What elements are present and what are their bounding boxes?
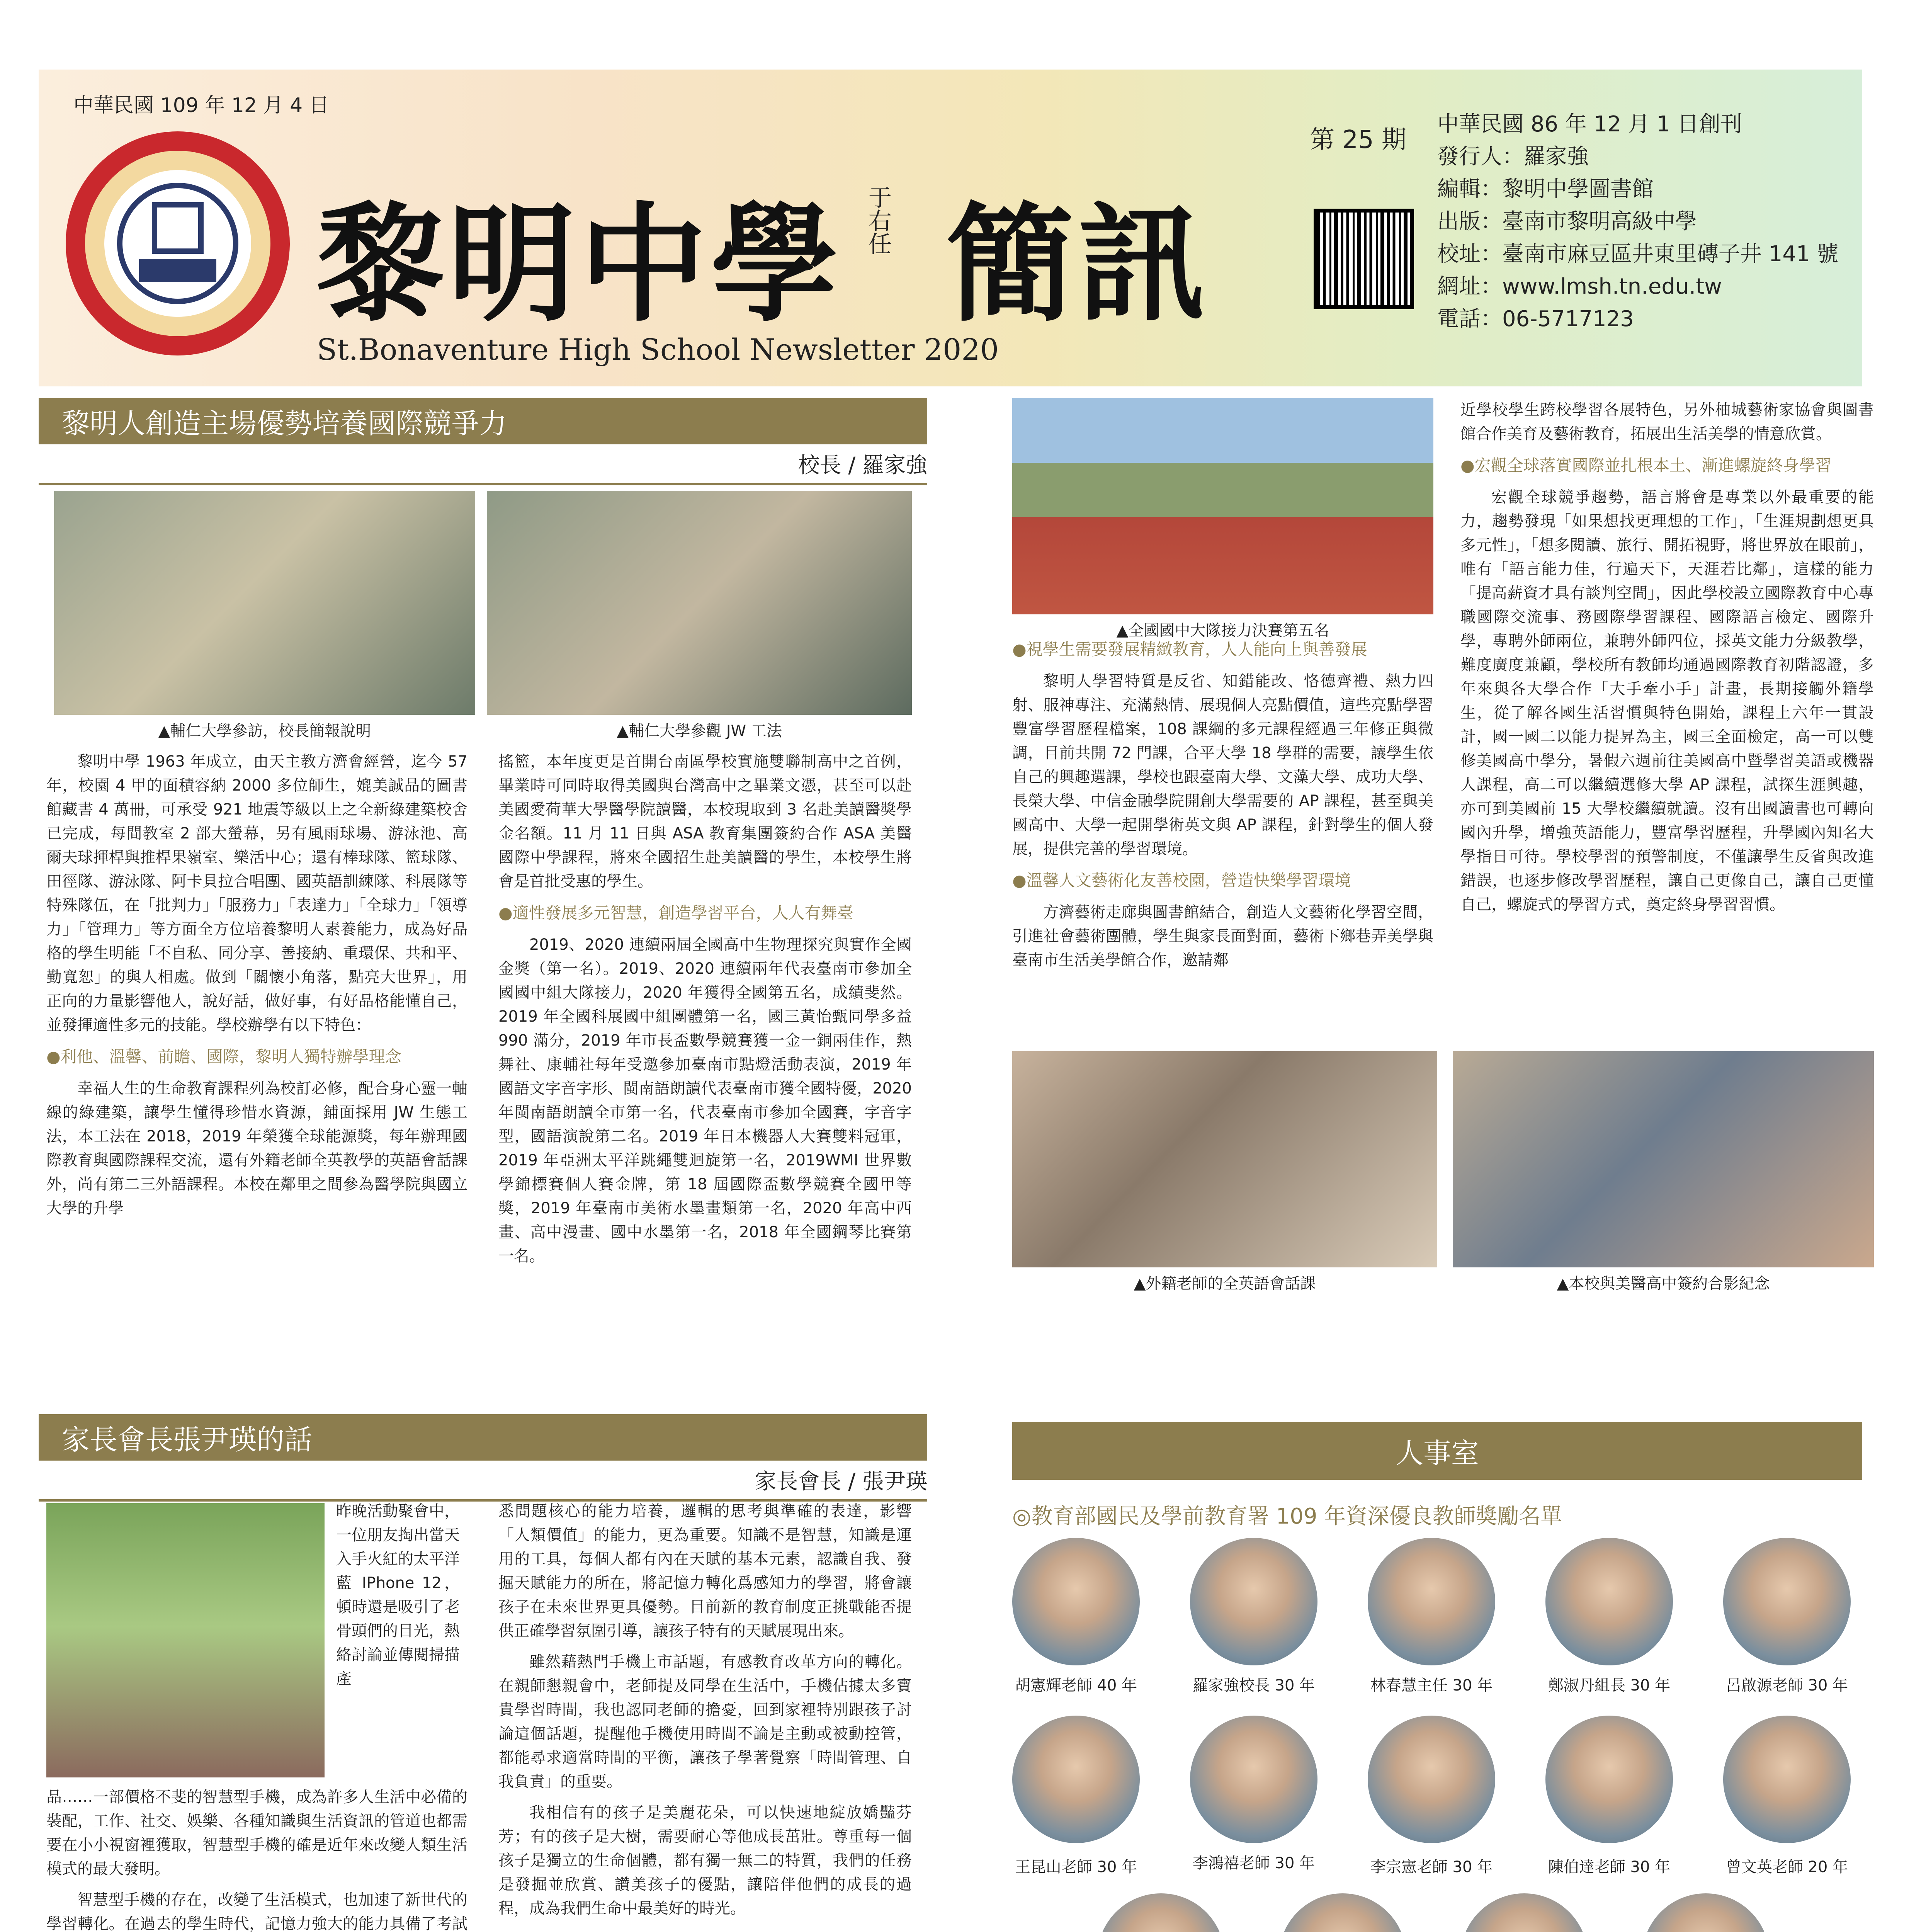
info-founded: 中華民國 86 年 12 月 1 日創刊 — [1437, 112, 1742, 137]
parent-column-1 — [46, 1785, 467, 1932]
principal-column-2 — [498, 750, 912, 1283]
paragraph: 智慧型手機的存在，改變了生活模式，也加速了新世代的學習轉化。在過去的學生時代，記憶力強大的能力具備了考試 — [46, 1891, 467, 1932]
teacher-name: 李鴻禧老師 30 年 — [1192, 1854, 1315, 1872]
newsletter-subtitle: St.Bonaventure High School Newsletter 2020 — [317, 332, 999, 367]
info-publisher: 發行人：羅家強 — [1437, 144, 1589, 169]
subheading: ●溫馨人文藝術化友善校園，營造快樂學習環境 — [1012, 871, 1351, 890]
photo-signing-ceremony — [1453, 1051, 1874, 1267]
subheading: ●利他、溫馨、前瞻、國際，黎明人獨特辦學理念 — [46, 1047, 401, 1066]
teacher-photo — [1368, 1716, 1495, 1843]
paragraph: 品……一部價格不斐的智慧型手機，成為許多人生活中必備的裝配，工作、社交、娛樂、各種知識與生活資訊的管道也都需要在小小視窗裡獲取，智慧型手機的確是近年來改變人類生活模式的最大發明。 — [46, 1788, 467, 1878]
subheading: ●宏觀全球落實國際並扎根本土、漸進螺旋終身學習 — [1460, 456, 1832, 475]
photo-parent-chair — [46, 1503, 325, 1777]
principal-author: 校長 / 羅家強 — [39, 448, 927, 485]
teacher-photo — [1012, 1716, 1140, 1843]
teacher-name: 羅家強校長 30 年 — [1192, 1677, 1315, 1694]
paragraph: 2019、2020 連續兩屆全國高中生物理探究與實作全國金獎（第一名）。2019、2020 連續兩年代表臺南市參加全國國中組大隊接力，2020 年獲得全國第五名，成績斐然。2019 年全國科展國中組團體第一名，國三黃怡甄同學多益 990 滿分，2019 年市長盃數學競賽獲一金一銅兩佳作，熱舞社、康輔社每年受邀參加臺南市點燈活動表演，2019 年國語文字音字形、閩南語朗讀代表臺南市獲全國特優，2020 年閩南語朗讀全市第一名，代表臺南市參加全國賽，字音字型，國語演說第二名。2019 年日本機器人大賽雙料冠軍，2019 年亞洲太平洋跳繩雙迴旋第一名，2019WMI 世界數學錦標賽個人賽金牌，第 18 屆國際盃數學競賽全國甲等獎，2019 年臺南市美術水墨畫類第一名，2020 年高中西畫、高中漫畫、國中水墨第一名，2018 年全國鋼琴比賽第一名。 — [498, 936, 912, 1265]
publication-info — [1437, 108, 1839, 335]
caption-english-class: ▲外籍老師的全英語會話課 — [1134, 1275, 1316, 1293]
teacher-photo — [1190, 1716, 1317, 1843]
caption-relay: ▲全國國中大隊接力決賽第五名 — [1116, 622, 1329, 639]
teacher-name: 陳伯達老師 30 年 — [1548, 1858, 1671, 1876]
teacher-name: 胡憲輝老師 40 年 — [1015, 1677, 1137, 1694]
newsletter-title: 黎明中學 — [317, 189, 842, 339]
paragraph: 我相信有的孩子是美麗花朵，可以快速地綻放嬌豔芬芳；有的孩子是大樹，需要耐心等他成長茁壯。尊重每一個孩子是獨立的生命個體，都有獨一無二的特質，我們的任務是發掘並欣賞、讚美孩子的優點，讓陪伴他們的成長的過程，成為我們生命中最美好的時光。 — [498, 1804, 912, 1917]
teacher-photo — [1723, 1716, 1851, 1843]
qr-code-icon[interactable] — [1314, 209, 1414, 309]
teacher-photo — [1190, 1538, 1317, 1665]
teacher-photo — [1460, 1893, 1588, 1932]
paragraph: 方濟藝術走廊與圖書館結合，創造人文藝術化學習空間，引進社會藝術團體，學生與家長面對面，藝術下鄉巷弄美學與臺南市生活美學館合作，邀請鄰 — [1012, 903, 1433, 969]
teacher-photo — [1097, 1893, 1225, 1932]
teacher-photo — [1545, 1716, 1673, 1843]
paragraph: 近學校學生跨校學習各展特色，另外柚城藝術家協會與圖書館合作美育及藝術教育，拓展出生活美學的情意欣賞。 — [1460, 401, 1874, 443]
teacher-photo — [1012, 1538, 1140, 1665]
teacher-photo — [1723, 1538, 1851, 1665]
teacher-award-title: ◎教育部國民及學前教育署 109 年資深優良教師獎勵名單 — [1012, 1504, 1562, 1529]
newsletter-title-right: 簡訊 — [947, 189, 1209, 339]
paragraph: 幸福人生的生命教育課程列為校訂必修，配合身心靈一軸線的綠建築，讓學生懂得珍惜水資源，鋪面採用 JW 生態工法，本工法在 2018，2019 年榮獲全球能源獎，每年辦理國際教育與國際課程交流，還有外籍老師全英教學的英語會話課外，尚有第二三外語課程。本校在鄰里之間參為醫學院與國立大學的升學 — [46, 1080, 467, 1217]
issue-number: 第 25 期 — [1310, 126, 1407, 154]
teacher-photo — [1642, 1893, 1770, 1932]
caption-fu-jen: ▲輔仁大學參訪，校長簡報說明 — [158, 722, 371, 740]
subheading: ●視學生需要發展精緻教育，人人能向上與善發展 — [1012, 640, 1367, 659]
parent-side-text: 昨晚活動聚會中，一位朋友掏出當天入手火紅的太平洋藍 IPhone 12，頓時還是吸引了老骨頭們的目光，熱絡討論並傳閱掃描產 — [336, 1502, 460, 1688]
paragraph: 悉問題核心的能力培養，邏輯的思考與準確的表達，影響「人類價值」的能力，更為重要。知識不是智慧，知識是運用的工具，每個人都有內在天賦的基本元素，認識自我、發掘天賦能力的所在，將記憶力轉化爲感知力的學習，將會讓孩子在未來世界更具優勢。目前新的教育制度正挑戰能否提供正確學習氛圍引導，讓孩子特有的天賦展現出來。 — [498, 1502, 912, 1640]
principal-column-3 — [1012, 638, 1433, 1032]
teacher-name: 林春慧主任 30 年 — [1370, 1677, 1493, 1694]
caption-signing: ▲本校與美醫高中簽約合影紀念 — [1557, 1275, 1770, 1293]
photo-fu-jen-visit — [54, 491, 475, 715]
photo-relay-race — [1012, 398, 1433, 614]
parent-section-header: 家長會長張尹瑛的話 — [39, 1414, 927, 1461]
personnel-section-header: 人事室 — [1012, 1422, 1862, 1480]
principal-section-header: 黎明人創造主場優勢培養國際競爭力 — [39, 398, 927, 444]
photo-english-class — [1012, 1051, 1437, 1267]
teacher-name: 鄭淑丹組長 30 年 — [1548, 1677, 1671, 1694]
school-logo — [62, 128, 294, 359]
teacher-photo — [1279, 1893, 1406, 1932]
teacher-name: 呂啟源老師 30 年 — [1725, 1677, 1848, 1694]
principal-column-4 — [1460, 398, 1874, 1047]
info-phone: 電話：06-5717123 — [1437, 306, 1634, 332]
parent-column-2 — [498, 1499, 912, 1932]
paragraph: 雖然藉熱門手機上市話題，有感教育改革方向的轉化。在親師懇親會中，老師提及同學在生活中，手機佔據太多寶貴學習時間，我也認同老師的擔憂，回到家裡特別跟孩子討論這個話題，提醒他手機使用時間不論是主動或被動控管，都能尋求適當時間的平衡，讓孩子學著覺察「時間管理、自我負責」的重要。 — [498, 1653, 912, 1791]
info-address: 校址：臺南市麻豆區井東里磚子井 141 號 — [1437, 242, 1839, 267]
photo-jw-method — [487, 491, 912, 715]
info-editor: 編輯：黎明中學圖書館 — [1437, 177, 1654, 202]
masthead — [39, 70, 1862, 386]
calligraphy-signature: 于右任 — [865, 185, 892, 255]
teacher-photo — [1368, 1538, 1495, 1665]
paragraph: 黎明人學習特質是反省、知錯能改、恪德齊禮、熱力四射、服神專注、充滿熱情、展現個人亮點價值，這些亮點學習豐富學習歷程檔案，108 課綱的多元課程經過三年修正與微調，目前共開 72 門課，合平大學 18 學群的需要，讓學生依自己的興趣選課，學校也跟臺南大學、文藻大學、成功大學、長榮大學、中信金融學院開創大學需要的 AP 課程，甚至與美國高中、大學一起開學術英文與 AP 課程，針對學生的個人發展，提供完善的學習環境。 — [1012, 672, 1433, 858]
caption-jw: ▲輔仁大學參觀 JW 工法 — [617, 722, 782, 740]
teacher-name: 曾文英老師 20 年 — [1725, 1858, 1848, 1876]
teacher-name: 李宗憲老師 30 年 — [1370, 1858, 1493, 1876]
info-press: 出版：臺南市黎明高級中學 — [1437, 209, 1697, 234]
teacher-name: 王昆山老師 30 年 — [1015, 1858, 1137, 1876]
paragraph: 黎明中學 1963 年成立，由天主教方濟會經營，迄今 57 年，校園 4 甲的面積容納 2000 多位師生，媲美誠品的圖書館藏書 4 萬冊，可承受 921 地震等級以上之全新綠建築校舍已完成，每間教室 2 部大螢幕，另有風雨球場、游泳池、高爾夫球揮桿與推桿果嶺室、樂活中心；還有棒球隊、籃球隊、田徑隊、游泳隊、阿卡貝拉合唱團、國英語訓練隊、科展隊等特殊隊伍，在「批判力」「服務力」「表達力」「全球力」「領導力」「管理力」等方面全方位培養黎明人素養能力，成為好品格的學生明能「不自私、同分享、善接納、重環保、共和平、勤寬恕」的與人相處。做到「關懷小角落，點亮大世界」，用正向的力量影響他人，說好話，做好事，有好品格能懂自己，並發揮適性多元的技能。學校辦學有以下特色： — [46, 753, 467, 1034]
info-website[interactable]: 網址：www.lmsh.tn.edu.tw — [1437, 274, 1722, 299]
paragraph: 搖籃，本年度更是首開台南區學校實施雙聯制高中之首例，畢業時可同時取得美國與台灣高中之畢業文憑，甚至可以赴美國愛荷華大學醫學院讀醫，本校現取到 3 名赴美讀醫獎學金名額。11 月 11 日與 ASA 教育集團簽約合作 ASA 美醫國際中學課程，將來全國招生赴美讀醫的學生，本校學生將會是首批受惠的學生。 — [498, 753, 912, 890]
teacher-photo — [1545, 1538, 1673, 1665]
parent-author: 家長會長 / 張尹瑛 — [39, 1464, 927, 1502]
principal-column-1 — [46, 750, 467, 1283]
subheading: ●適性發展多元智慧，創造學習平台，人人有舞臺 — [498, 903, 853, 922]
paragraph: 宏觀全球競爭趨勢，語言將會是專業以外最重要的能力，趨勢發現「如果想找更理想的工作」，「生涯規劃想更具多元性」，「想多閱讀、旅行、開拓視野，將世界放在眼前」，唯有「語言能力佳，行遍天下，天涯若比鄰」，這樣的能力「提高薪資才具有談判空間」，因此學校設立國際教育中心專職國際交流事、務國際學習課程、國際語言檢定、國際升學，專聘外師兩位，兼聘外師四位，採英文能力分級教學，難度廣度兼顧，學校所有教師均通過國際教育初階認證，多年來與各大學合作「大手牽小手」計畫，長期接觸外籍學生，從了解各國生活習慣與特色開始，課程上六年一貫設計，國一國二以能力提昇為主，國三全面檢定，高一可以雙修美國高中學分，暑假六週前往美國高中暨學習美語或機器人課程，高二可以繼續選修大學 AP 課程，試探生涯興趣，亦可到美國前 15 大學校繼續就讀。沒有出國讀書也可轉向國內升學，增強英語能力，豐富學習歷程，升學國內知名大學指日可待。學校學習的預警制度，不僅讓學生反省與改進錯誤，也逐步修改學習歷程，讓自己更像自己，讓自己更懂自己，螺旋式的學習方式，奠定終身學習習慣。 — [1460, 488, 1874, 913]
issue-date: 中華民國 109 年 12 月 4 日 — [73, 94, 329, 117]
